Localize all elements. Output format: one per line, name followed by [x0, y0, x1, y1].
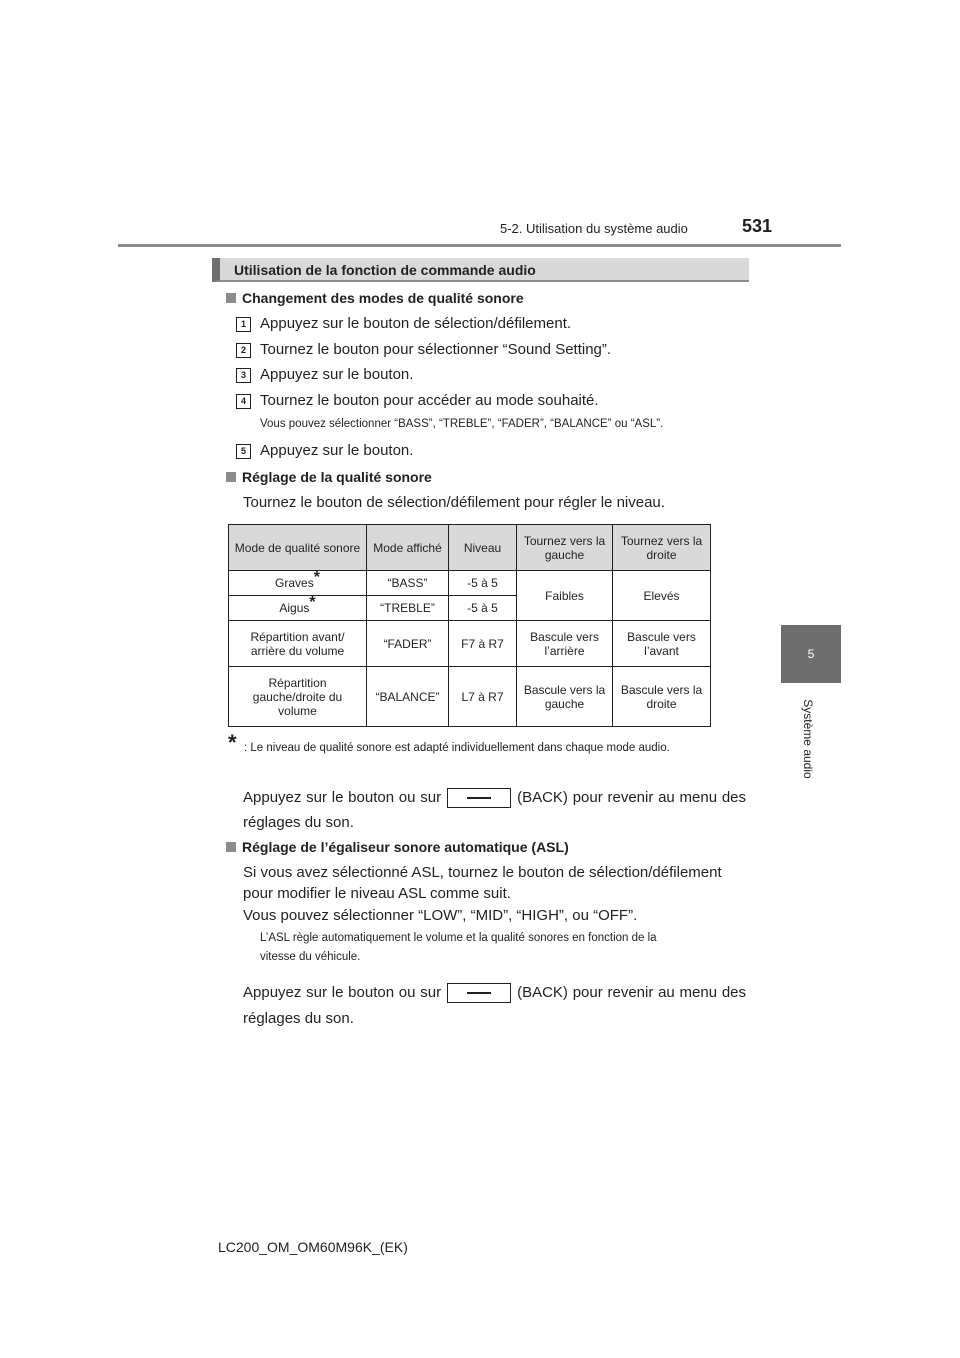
- table-cell: Bascule vers la droite: [613, 667, 711, 727]
- section-heading: [212, 258, 749, 282]
- table-cell: “BALANCE”: [367, 667, 449, 727]
- table-cell: Répartition avant/ arrière du volume: [229, 621, 367, 667]
- step-note: Vous pouvez sélectionner “BASS”, “TREBLE”, “FADER”, “BALANCE” ou “ASL”.: [260, 418, 664, 430]
- footer-code: LC200_OM_OM60M96K_(EK): [218, 1239, 408, 1255]
- step-text: Appuyez sur le bouton.: [260, 442, 414, 459]
- step-text: Tournez le bouton pour sélectionner “Sound Setting”.: [260, 341, 612, 358]
- square-bullet-icon: [226, 293, 236, 303]
- step-text: Appuyez sur le bouton de sélection/défilement.: [260, 315, 572, 332]
- step-text: Tournez le bouton pour accéder au mode souhaité.: [260, 392, 599, 409]
- table-header-cell: Tournez vers la gauche: [517, 525, 613, 571]
- table-header-cell: Tournez vers la droite: [613, 525, 711, 571]
- table-header-cell: Niveau: [449, 525, 517, 571]
- asl-text-line: pour modifier le niveau ASL comme suit.: [243, 885, 511, 902]
- back-button-icon: [447, 788, 511, 808]
- table-cell: Elevés: [613, 571, 711, 621]
- subsection-title-asl: Réglage de l’égaliseur sonore automatique (ASL): [226, 839, 569, 855]
- asl-text-line: Vous pouvez sélectionner “LOW”, “MID”, “HIGH”, ou “OFF”.: [243, 907, 638, 924]
- chapter-label: [800, 690, 816, 790]
- table-cell: Graves*: [229, 571, 367, 596]
- table-cell: Aigus*: [229, 596, 367, 621]
- running-header: 5-2. Utilisation du système audio: [500, 221, 688, 236]
- back-paragraph-line2: réglages du son.: [243, 814, 354, 831]
- asl-note-line: L’ASL règle automatiquement le volume et la qualité sonores en fonction de la: [260, 932, 657, 944]
- adjust-intro: Tournez le bouton de sélection/défilement pour régler le niveau.: [243, 494, 665, 511]
- table-row: [229, 667, 711, 727]
- table-cell: “TREBLE”: [367, 596, 449, 621]
- table-cell: Bascule vers l’arrière: [517, 621, 613, 667]
- back-paragraph: Appuyez sur le bouton ou sur (BACK) pour revenir au menu des: [243, 981, 746, 1005]
- table-cell: Bascule vers l’avant: [613, 621, 711, 667]
- footnote-mark: *: [228, 730, 237, 755]
- chapter-tab: 5: [781, 625, 841, 683]
- table-cell: L7 à R7: [449, 667, 517, 727]
- table-cell: -5 à 5: [449, 596, 517, 621]
- table-header-row: [229, 525, 711, 571]
- subsection-title-adjust: Réglage de la qualité sonore: [226, 469, 432, 485]
- page-number: 531: [742, 216, 773, 236]
- header-rule: [118, 244, 841, 247]
- step-text: Appuyez sur le bouton.: [260, 366, 414, 383]
- table-cell: F7 à R7: [449, 621, 517, 667]
- table-header-cell: Mode de qualité sonore: [229, 525, 367, 571]
- step-number: 5: [236, 444, 251, 459]
- square-bullet-icon: [226, 472, 236, 482]
- table-cell: “BASS”: [367, 571, 449, 596]
- subsection-title-modes: Changement des modes de qualité sonore: [226, 290, 524, 306]
- step-number: 1: [236, 317, 251, 332]
- table-cell: Bascule vers la gauche: [517, 667, 613, 727]
- table-header-cell: Mode affiché: [367, 525, 449, 571]
- asl-note-line: vitesse du véhicule.: [260, 951, 361, 963]
- back-paragraph: Appuyez sur le bouton ou sur (BACK) pour revenir au menu des: [243, 786, 746, 810]
- back-button-icon: [447, 983, 511, 1003]
- table-cell: “FADER”: [367, 621, 449, 667]
- sound-mode-table: [228, 524, 711, 727]
- step-number: 3: [236, 368, 251, 383]
- table-cell: Faibles: [517, 571, 613, 621]
- table-row: [229, 571, 711, 596]
- step-number: 2: [236, 343, 251, 358]
- asl-text-line: Si vous avez sélectionné ASL, tournez le bouton de sélection/défilement: [243, 864, 722, 881]
- table-cell: -5 à 5: [449, 571, 517, 596]
- table-row: [229, 621, 711, 667]
- back-paragraph-line2: réglages du son.: [243, 1010, 354, 1027]
- footnote-text: : Le niveau de qualité sonore est adapté individuellement dans chaque mode audio.: [244, 742, 670, 754]
- section-heading-text: Utilisation de la fonction de commande audio: [234, 262, 536, 278]
- square-bullet-icon: [226, 842, 236, 852]
- table-cell: Répartition gauche/droite du volume: [229, 667, 367, 727]
- chapter-label-text: Système audio: [801, 699, 815, 779]
- step-number: 4: [236, 394, 251, 409]
